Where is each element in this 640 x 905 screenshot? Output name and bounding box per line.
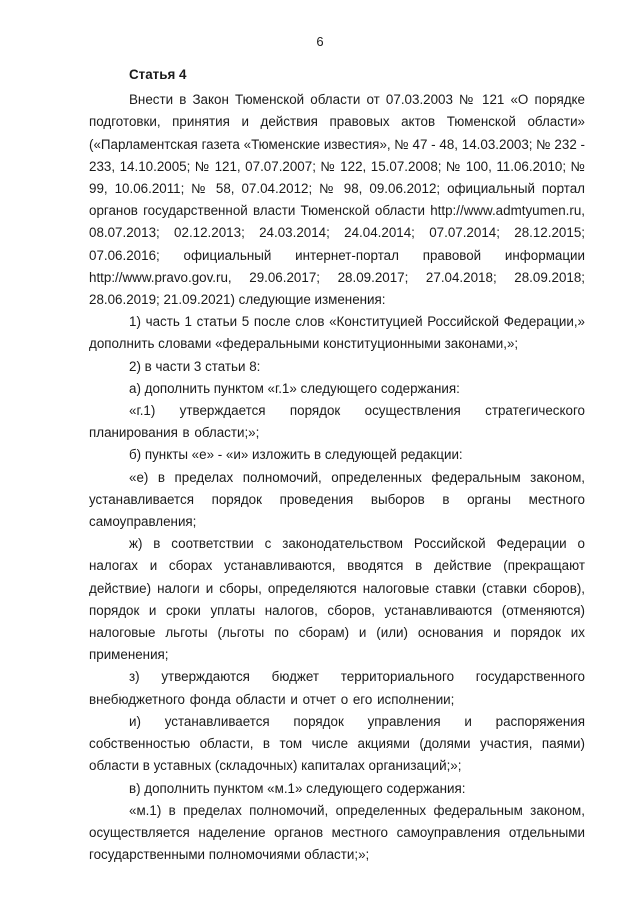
paragraph-item-2a: а) дополнить пунктом «г.1» следующего содержания:: [129, 380, 460, 396]
paragraph-item-zh: ж) в соответствии с законодательством Российской Федерации о налогах и сборах устанавливаются, вводятся в действие (прекращают действие) налоги и сборы, определяются налоговые ставки (ставки сборов), порядок и сроки уплаты налогов, сборов, устанавливаются (отменяются) налоговые льготы (льготы по сборам) и (или) основания и порядок их применения;: [89, 536, 585, 663]
document-body: [89, 64, 585, 866]
paragraph-item-2: 2) в части 3 статьи 8:: [129, 358, 261, 374]
paragraph-item-1: 1) часть 1 статьи 5 после слов «Конституцией Российской Федерации,» дополнить словами «федеральными конституционными законами,»;: [89, 314, 585, 352]
paragraph-item-m1: «м.1) в пределах полномочий, определенных федеральным законом, осуществляется наделение органов местного самоуправления отдельными государственными полномочиями области;»;: [89, 802, 585, 863]
paragraph-item-2v: в) дополнить пунктом «м.1» следующего содержания:: [129, 780, 466, 796]
paragraph-item-z: з) утверждаются бюджет территориального государственного внебюджетного фонда области и отчет о его исполнении;: [89, 669, 585, 707]
paragraph-item-2b: б) пункты «е» - «и» изложить в следующей редакции:: [129, 447, 463, 463]
paragraph-item-i: и) устанавливается порядок управления и распоряжения собственностью области, в том числе акциями (долями участия, паями) области в уставных (складочных) капиталах организаций;»;: [89, 713, 585, 774]
paragraph-item-e: «е) в пределах полномочий, определенных федеральным законом, устанавливается порядок проведения выборов в органы местного самоуправления;: [89, 469, 585, 530]
paragraph-item-g1: «г.1) утверждается порядок осуществления стратегического планирования в области;»;: [89, 403, 585, 441]
article-heading: Статья 4: [129, 67, 187, 82]
paragraph-intro: Внести в Закон Тюменской области от 07.03.2003 № 121 «О порядке подготовки, принятия и действия правовых актов Тюменской области» («Парламентская газета «Тюменские известия», № 47 - 48, 14.03.2003; № 232 - 233, 14.10.2005; № 121, 07.07.2007; № 122, 15.07.2008; № 100, 11.06.2010; № 99, 10.06.2011; № 58, 07.04.2012; № 98, 09.06.2012; официальный портал органов государственной власти Тюменской области http://www.admtyumen.ru, 08.07.2013; 02.12.2013; 24.03.2014; 24.04.2014; 07.07.2014; 28.12.2015; 07.06.2016; официальный интернет-портал правовой информации http://www.pravo.gov.ru, 29.06.2017; 28.09.2017; 27.04.2018; 28.09.2018; 28.06.2019; 21.09.2021) следующие изменения:: [89, 92, 585, 308]
page-number: 6: [316, 34, 324, 49]
